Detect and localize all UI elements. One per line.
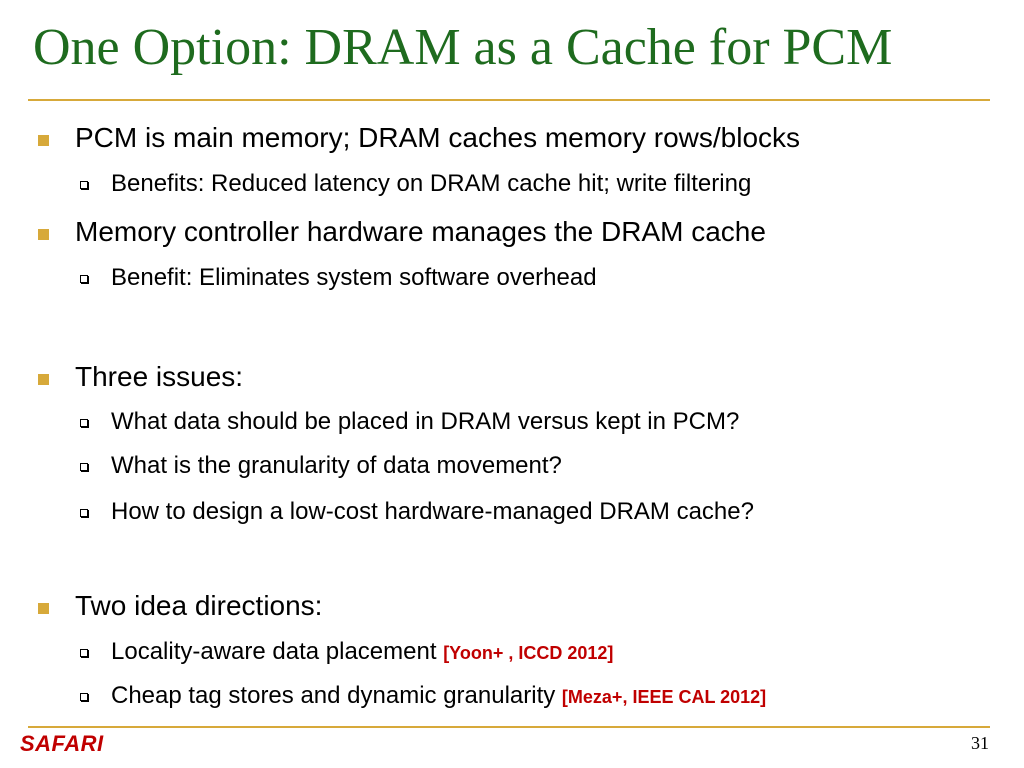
- bullet-text: Memory controller hardware manages the DRAM cache: [75, 216, 766, 247]
- title-divider: [28, 99, 990, 101]
- bullet-item: [75, 590, 322, 622]
- filled-square-icon: [38, 603, 49, 614]
- bullet-text: Three issues:: [75, 361, 244, 392]
- filled-square-icon: [38, 229, 49, 240]
- sub-bullet-text: What data should be placed in DRAM versus kept in PCM?: [111, 408, 740, 435]
- hollow-square-icon: [80, 463, 88, 471]
- hollow-square-icon: [80, 649, 88, 657]
- bullet-text: Two idea directions:: [75, 590, 323, 621]
- footer-divider: [28, 726, 990, 728]
- sub-bullet-item: [111, 682, 766, 710]
- hollow-square-icon: [80, 693, 88, 701]
- sub-bullet-item: [111, 638, 613, 666]
- sub-bullet-text: Benefits: Reduced latency on DRAM cache hit; write filtering: [111, 170, 752, 197]
- sub-bullet-text: Locality-aware data placement: [111, 638, 444, 665]
- sub-bullet-item: [111, 498, 754, 526]
- bullet-item: [75, 361, 243, 393]
- hollow-square-icon: [80, 419, 88, 427]
- filled-square-icon: [38, 374, 49, 385]
- hollow-square-icon: [80, 509, 88, 517]
- citation: [Meza+, IEEE CAL 2012]: [561, 687, 767, 707]
- safari-logo: SAFARI: [20, 731, 104, 756]
- sub-bullet-text: Cheap tag stores and dynamic granularity: [111, 682, 562, 709]
- page-number: 31: [971, 733, 989, 753]
- sub-bullet-text: What is the granularity of data movement?: [111, 452, 562, 479]
- sub-bullet-item: [111, 408, 739, 436]
- hollow-square-icon: [80, 275, 88, 283]
- bullet-item: [75, 216, 766, 248]
- bullet-text: PCM is main memory; DRAM caches memory rows/blocks: [75, 122, 801, 153]
- sub-bullet-text: How to design a low-cost hardware-managed DRAM cache?: [111, 498, 754, 525]
- hollow-square-icon: [80, 181, 88, 189]
- sub-bullet-item: [111, 264, 597, 292]
- filled-square-icon: [38, 135, 49, 146]
- bullet-item: [75, 122, 800, 154]
- slide-title: One Option: DRAM as a Cache for PCM: [33, 19, 893, 76]
- sub-bullet-item: [111, 170, 751, 198]
- sub-bullet-item: [111, 452, 562, 480]
- citation: [Yoon+ , ICCD 2012]: [443, 643, 614, 663]
- sub-bullet-text: Benefit: Eliminates system software overhead: [111, 264, 597, 291]
